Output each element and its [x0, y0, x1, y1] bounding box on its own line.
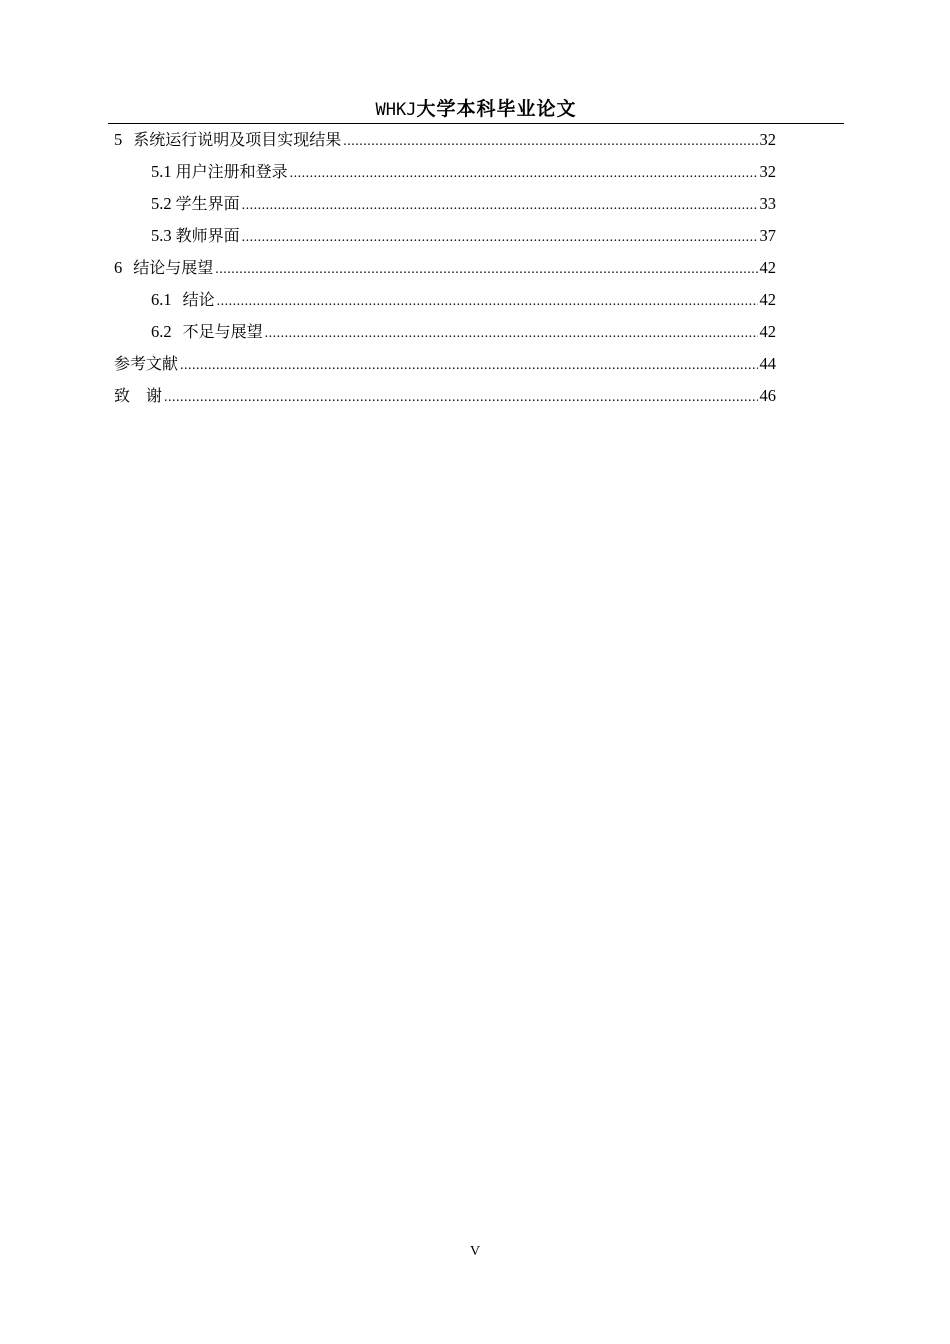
toc-entry-title: 不足与展望 — [182, 322, 263, 341]
toc-dot-leader — [290, 158, 758, 190]
toc-dot-leader — [242, 222, 758, 254]
toc-entry-number: 5.1 — [151, 162, 172, 181]
toc-entry-page: 37 — [759, 226, 776, 245]
toc-entry-page: 46 — [759, 386, 776, 405]
toc-dot-leader — [180, 350, 757, 382]
toc-entry-page: 42 — [759, 258, 776, 277]
header-title: 大学本科毕业论文 — [416, 98, 577, 120]
toc-entry-title: 教师界面 — [175, 226, 240, 245]
toc-entry-number: 6.1 — [151, 290, 172, 309]
toc-entry-page: 33 — [759, 194, 776, 213]
toc-entry-title: 参考文献 — [114, 354, 179, 373]
toc-entry-number: 5.2 — [151, 194, 172, 213]
toc-entry-title: 学生界面 — [175, 194, 240, 213]
toc-entry-6[interactable] — [114, 252, 776, 284]
toc-entry-references[interactable] — [114, 348, 776, 380]
toc-entry-5-2[interactable] — [114, 188, 776, 220]
toc-dot-leader — [215, 254, 757, 286]
toc-entry-title: 致 谢 — [114, 386, 163, 405]
toc-entry-page: 44 — [759, 354, 776, 373]
toc-dot-leader — [343, 126, 757, 158]
toc-dot-leader — [217, 286, 758, 318]
toc-entry-page: 32 — [759, 162, 776, 181]
toc-entry-5[interactable] — [114, 124, 776, 156]
header-university-code: WHKJ — [375, 100, 417, 120]
toc-entry-5-1[interactable] — [114, 156, 776, 188]
page-header — [108, 96, 844, 122]
toc-dot-leader — [164, 382, 757, 414]
toc-entry-page: 42 — [759, 290, 776, 309]
toc-entry-number: 5 — [114, 130, 123, 149]
toc-entry-number: 6 — [114, 258, 123, 277]
toc-entry-title: 结论与展望 — [133, 258, 214, 277]
toc-entry-6-1[interactable] — [114, 284, 776, 316]
toc-dot-leader — [242, 190, 758, 222]
toc-entry-page: 32 — [759, 130, 776, 149]
toc-entry-title: 结论 — [182, 290, 215, 309]
toc-entry-title: 用户注册和登录 — [175, 162, 288, 181]
toc-entry-page: 42 — [759, 322, 776, 341]
toc-entry-5-3[interactable] — [114, 220, 776, 252]
toc-entry-number: 6.2 — [151, 322, 172, 341]
toc-entry-acknowledgements[interactable] — [114, 380, 776, 412]
toc-entry-number: 5.3 — [151, 226, 172, 245]
toc-entry-6-2[interactable] — [114, 316, 776, 348]
table-of-contents — [114, 124, 776, 412]
toc-dot-leader — [265, 318, 758, 350]
toc-entry-title: 系统运行说明及项目实现结果 — [133, 130, 342, 149]
page-number: V — [469, 1244, 481, 1259]
